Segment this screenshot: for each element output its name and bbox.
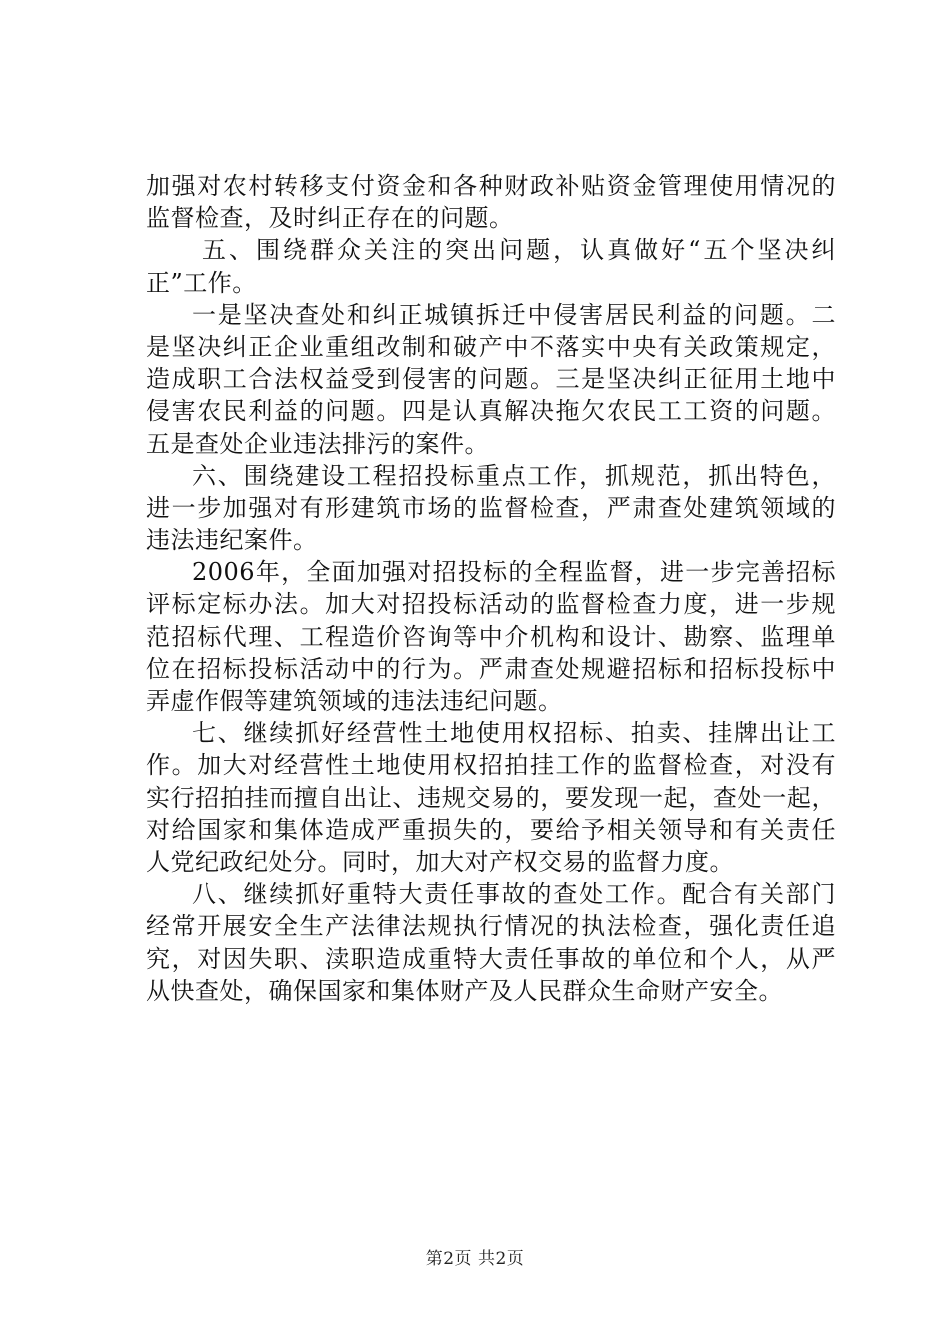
text-line: 从快查处，确保国家和集体财产及人民群众生命财产安全。	[146, 976, 783, 1005]
text-line: 侵害农民利益的问题。四是认真解决拖欠农民工工资的问题。	[146, 397, 836, 426]
text-line: 五、围绕群众关注的突出问题，认真做好“五个坚决纠	[202, 236, 836, 265]
paragraph	[146, 299, 836, 460]
text-line: 作。加大对经营性土地使用权招拍挂工作的监督检查，对没有	[146, 751, 836, 780]
text-line: 弄虚作假等建筑领域的违法违纪问题。	[146, 687, 563, 715]
text-line: 违法违纪案件。	[146, 526, 318, 555]
text-line: 位在招标投标活动中的行为。严肃查处规避招标和招标投标中	[146, 654, 836, 683]
text-line: 加强对农村转移支付资金和各种财政补贴资金管理使用情况的	[146, 172, 836, 200]
text-line: 八、继续抓好重特大责任事故的查处工作。配合有关部门	[192, 880, 836, 909]
text-line: 对给国家和集体造成严重损失的，要给予相关领导和有关责任	[146, 815, 836, 844]
section-heading-6	[146, 460, 836, 557]
text-line: 实行招拍挂而擅自出让、违规交易的，要发现一起，查处一起，	[146, 783, 836, 812]
text-line: 七、继续抓好经营性土地使用权招标、拍卖、挂牌出让工	[192, 719, 836, 748]
text-line: 六、围绕建设工程招投标重点工作，抓规范，抓出特色，	[192, 461, 836, 490]
text-line: 是坚决纠正企业重组改制和破产中不落实中央有关政策规定，	[146, 332, 836, 361]
text-line: 评标定标办法。加大对招投标活动的监督检查力度，进一步规	[146, 590, 836, 619]
text-line: 一是坚决查处和纠正城镇拆迁中侵害居民利益的问题。二	[192, 300, 836, 329]
section-heading-7	[146, 717, 836, 878]
text-line: 五是查处企业违法排污的案件。	[146, 429, 489, 458]
text-line: 正”工作。	[146, 268, 257, 297]
section-heading-5	[146, 234, 836, 298]
text-line: 造成职工合法权益受到侵害的问题。三是坚决纠正征用土地中	[146, 365, 836, 394]
page-number-footer: 第2页 共2页	[425, 1249, 525, 1269]
text-line: 经常开展安全生产法律法规执行情况的执法检查，强化责任追	[146, 912, 836, 941]
text-line: 究，对因失职、渎职造成重特大责任事故的单位和个人，从严	[146, 944, 836, 973]
text-line: 人党纪政纪处分。同时，加大对产权交易的监督力度。	[146, 847, 734, 876]
paragraph	[146, 556, 836, 717]
text-line: 监督检查，及时纠正存在的问题。	[146, 204, 514, 233]
section-heading-8	[146, 878, 836, 1007]
text-line: 2006年，全面加强对招投标的全程监督，进一步完善招标	[192, 558, 836, 587]
paragraph	[146, 170, 836, 234]
text-line: 进一步加强对有形建筑市场的监督检查，严肃查处建筑领域的	[146, 493, 836, 522]
document-body	[146, 170, 836, 1007]
text-line: 范招标代理、工程造价咨询等中介机构和设计、勘察、监理单	[146, 622, 836, 651]
